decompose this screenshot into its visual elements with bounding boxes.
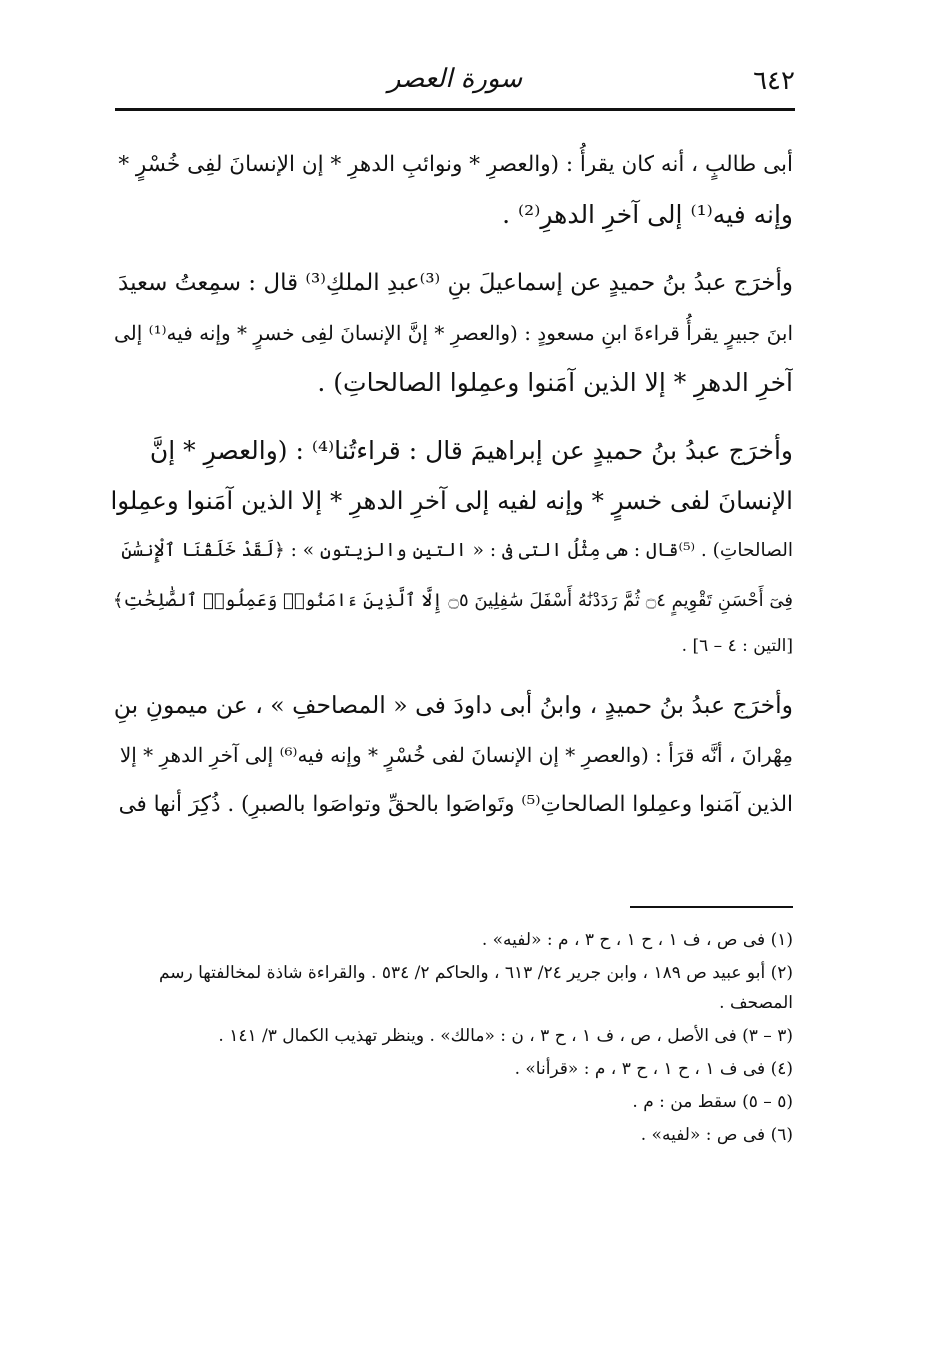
footnote-5	[105, 1087, 793, 1117]
footnote-2	[105, 958, 793, 1018]
text-line: الصالحاتِ) . ⁽⁵⁾قال : هى مِثْلُ التى فى : « التينِ والزيتونِ » : ﴿لَقَدْ خَلَقْنَا ٱلْإِنسَٰنَ	[121, 540, 793, 561]
paragraph-1	[105, 140, 793, 240]
footnote-text: (١) فى ص ، ف ١ ، ح ١ ، ح ٣ ، م : «لفيه» .	[481, 930, 793, 950]
footnote-text: (٣ – ٣) فى الأصل ، ص ، ف ١ ، ح ٣ ، ن : «مالك» . وينظر تهذيب الكمال ٣/ ١٤١ .	[218, 1026, 793, 1046]
text-line: وأخرَج عبدُ بنُ حميدٍ ، وابنُ أبى داودَ فى « المصاحفِ » ، عن ميمونِ بنِ	[113, 691, 793, 719]
footnote-4	[105, 1054, 793, 1084]
paragraph-2	[105, 258, 793, 408]
footnote-rule	[630, 906, 793, 908]
text-line: ابنَ جبيرٍ يقرأُ قراءةَ ابنِ مسعودٍ : (والعصرِ * إنَّ الإنسانَ لفِى خسرٍ * وإنه فيه⁽¹⁾ إلى	[113, 321, 793, 345]
footnote-text: (٤) فى ف ١ ، ح ١ ، ح ٣ ، م : «قرأنا» .	[514, 1059, 793, 1079]
footnote-text: (٦) فى ص : «لفيه» .	[640, 1125, 793, 1145]
quran-reference: [التين : ٤ – ٦] .	[681, 636, 793, 656]
text-line: وأخرَج عبدُ بنُ حميدٍ عن إبراهيمَ قال : قراءتُنا⁽⁴⁾ : (والعصرِ * إنَّ	[149, 436, 793, 465]
paragraph-4	[105, 680, 793, 830]
footnotes	[105, 922, 793, 1153]
page-number: ٦٤٢	[753, 66, 795, 96]
text-line: الإنسانَ لفى خسرٍ * وإنه لفيه إلى آخرِ الدهرِ * إلا الذين آمَنوا وعمِلوا	[110, 486, 793, 515]
main-text	[105, 140, 793, 848]
page-header	[115, 64, 795, 104]
footnote-6	[105, 1120, 793, 1150]
paragraph-3	[105, 426, 793, 662]
quran-line: فِىٓ أَحْسَنِ تَقْوِيمٍ ۝٤ ثُمَّ رَدَدْنَٰهُ أَسْفَلَ سَٰفِلِينَ ۝٥ إِلَّا ٱلَّذِينَ ءَامَنُوا۟ وَعَمِلُوا۟ ٱلصَّٰلِحَٰتِ﴾	[112, 590, 793, 611]
text-line: وإنه فيه⁽¹⁾ إلى آخرِ الدهرِ⁽²⁾ .	[502, 200, 793, 229]
footnote-continuation: المصحف .	[719, 993, 793, 1013]
running-title: سورة العصر	[387, 64, 523, 94]
footnote-text: (٢) أبو عبيد ص ١٨٩ ، وابن جرير ٢٤/ ٦١٣ ، والحاكم ٢/ ٥٣٤ . والقراءة شاذة لمخالفتها رسم	[158, 963, 793, 983]
footnote-3	[105, 1021, 793, 1051]
text-line: أبى طالبٍ ، أنه كان يقرأُ : (والعصرِ * ونوائبِ الدهرِ * إن الإنسانَ لفِى خُسْرٍ *	[118, 152, 793, 177]
header-rule	[115, 108, 795, 111]
text-line: مِهْرانَ ، أنَّه قرَأ : (والعصرِ * إن الإنسانَ لفى خُسْرٍ * وإنه فيه⁽⁶⁾ إلى آخرِ الدهرِ * إلا	[119, 743, 793, 767]
text-line: الذين آمَنوا وعمِلوا الصالحاتِ⁽⁵⁾ وتَواصَوا بالحقِّ وتواصَوا بالصبرِ) . ذُكِرَ أنها فى	[118, 792, 793, 817]
text-line: وأخرَج عبدُ بنُ حميدٍ عن إسماعيلَ بنِ ⁽³⁾عبدِ الملكِ⁽³⁾ قال : سمِعتُ سعيدَ	[118, 270, 793, 296]
footnote-1	[105, 925, 793, 955]
footnote-text: (٥ – ٥) سقط من : م .	[632, 1092, 793, 1112]
text-line: آخرِ الدهرِ * إلا الذين آمَنوا وعمِلوا الصالحاتِ) .	[317, 368, 793, 397]
